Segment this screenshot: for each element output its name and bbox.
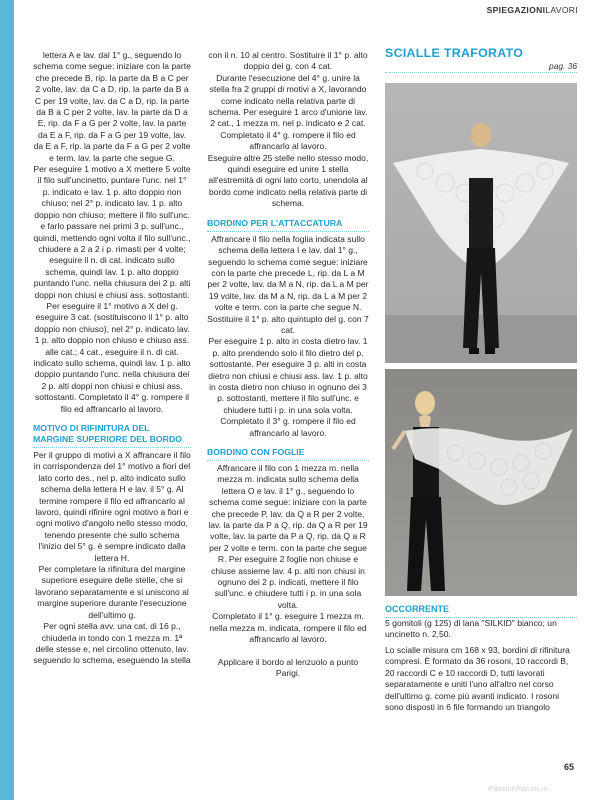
section-heading-attaccatura: BORDINO PER L'ATTACCATURA: [207, 218, 369, 232]
paragraph: Lo scialle misura cm 168 x 93, bordini di rifinitura compresi. È formato da 36 rosoni, 10 raccordi B, 20 raccordi C e 10 raccordi D, tutti lavorati separatamente e uniti l'uno all'altro nel corso dell'ultimo g. come più avanti indicato. I rosoni sono disposti in 6 file formando un triangolo: [385, 645, 570, 713]
paragraph: Eseguire altre 25 stelle nello stesso modo, quindi eseguire ed unire 1 stella all'estremità di ogni lato corto, unendola al bordo come indicato nella relativa parte di schema.: [207, 152, 369, 209]
header-suffix: LAVORI: [545, 5, 578, 15]
paragraph: Per eseguire 1 motivo a X mettere 5 volte il filo sull'uncinetto, puntare l'unc. nel 1° p. indicato e lav. 1 p. alto doppio non chiuso; nel 2° p. indicato lav. 1 p. alto doppio non chiuso; mettere il filo sull'unc. e farlo passare nei primi 3 p. sull'unc., quindi, mettendo ogni volta il filo sull'unc., chiudere a 2 a 2 i p. rimasti per 4 volte; eseguire il n. di cat. indicato sullo schema, quindi lav. 1 p. alto doppio puntando l'unc. nella chiusura dei 2 p. alti doppi non chiusi e chiusi ass. sottostanti. Per eseguire il 1° motivo a X del g. eseguire 3 cat. (sostituiscono il 1° p. alto doppio non chiuso), nel 2° p. indicato lav. 1 p. alto doppio non chiuso e chiuso ass. alle cat.; 4 cat., eseguire il n. di cat. indicato sullo schema, quindi lav. 1 p. alto doppio puntando l'unc. nella chiusura dei 2 p. alti doppi non chiusi e chiusi ass. sottostanti. Completato il 4° g. rompere il filo ed affrancarlo al lavoro.: [33, 164, 191, 414]
paragraph: Per il gruppo di motivi a X affrancare il filo in corrispondenza del 1° motivo a fiori del lato corto des., nel p. alto indicato sullo schema della lettera H e lav. il 5° g. Al termine rompere il filo ed affrancarlo al lavoro, quindi rifinire ogni motivo a fiori e ogni motivo d'angolo nello stesso modo, tenendo presente che sullo schema l'inizio del 5° g. è sempre indicato dalla lettera H.: [33, 450, 191, 563]
photo-model-front-view: [385, 369, 577, 596]
article-title-block: [385, 46, 577, 73]
model-illustration: [385, 83, 577, 363]
header-prefix: SPIEGAZIONI: [486, 5, 546, 15]
paragraph: Completato il 1° g. eseguire 1 mezza m. nella mezza m. indicata, rompere il filo ed affrancarlo al lavoro.: [209, 611, 367, 645]
page-number: 65: [564, 762, 575, 772]
article-title: SCIALLE TRAFORATO: [385, 46, 524, 60]
paragraph: Affrancare il filo nella foglia indicata sullo schema della lettera I e lav. dal 1° g., seguendo lo schema come segue: iniziare con la parte che precede L, rip. da L a M per 2 volte, lav. da M a N, rip. da L a M per 19 volte, lav. da M a N, rip. da L a M per 2 volte e term. con la parte che segue N. Sostituire il 1° p. alto quintuplo del g. con 7 cat.: [207, 233, 369, 335]
running-header: [487, 5, 578, 15]
model-illustration: [385, 369, 577, 596]
paragraph: Per completare la rifinitura del margine superiore eseguire delle stelle, che si lavorano separatamente e si uniscono al margine superiore durante l'esecuzione dell'ultimo g.: [35, 564, 189, 620]
title-divider: [385, 72, 577, 73]
page-reference: pag. 36: [549, 61, 577, 71]
section-heading-foglie: BORDINO CON FOGLIE: [207, 447, 369, 461]
section-heading-rifinitura: [33, 423, 191, 448]
paragraph: Per eseguire 1 p. alto in costa dietro lav. 1 p. alto prendendo solo il filo dietro del p. sottostante. Per eseguire 3 p. alti in costa dietro non chiusi e chiusi ass. lav. 1 p. alto in costa dietro non chiuso in ognuno dei 3 p. sottostanti, mettere il filo sull'unc. e chiudere tutti i p. in una sola volta. Completato il 3° g. rompere il filo ed affrancarlo al lavoro.: [208, 336, 368, 438]
materials-text: 5 gomitoli (g 125) di lana "SILKID" bianco; un uncinetto n. 2,50.: [385, 618, 557, 640]
occorrente-block: [385, 604, 577, 618]
heading-line: MOTIVO DI RIFINITURA DEL: [33, 423, 150, 433]
paragraph: Applicare il bordo al lenzuolo a punto Parigi.: [217, 656, 359, 678]
paragraph: lettera A e lav. dal 1° g., seguendo lo schema come segue: iniziare con la parte che precede B, rip. la parte da B a C per 2 volte, lav. da C a D, rip. la parte da B a C per 19 volte, lav. da C a D, rip. la parte da B a C per 2 volte, lav. la parte da D a E, rip. da F a G per 2 volte, lav. la parte da E a F, rip. da F a G per 19 volte, lav. da E a F, rip. la parte da F a G per 2 volte e term. lav. la parte che segue G.: [33, 50, 191, 163]
heading-line: MARGINE SUPERIORE DEL BORDO: [33, 434, 182, 444]
column-1: [33, 50, 191, 667]
paragraph: Affrancare il filo con 1 mezza m. nella mezza m. indicata sullo schema della lettera O e lav. il 1° g., seguendo lo schema come segue: iniziare con la parte che precede P, lav. da Q a R per 2 volte, lav. la parte da P a Q, rip. da Q a R per 19 volte, lav. la parte da P a Q, rip. da Q a R per 2 volte e term. con la parte che segue R. Per eseguire 2 foglie non chiuse e chiuse assieme lav. 4 p. alti non chiusi in ognuno dei 2 p. indicati, mettere il filo sull'unc. e chiudere tutti i p. in una sola volta.: [208, 463, 368, 610]
column-2: [207, 50, 369, 679]
sidebar-color-bar: [0, 0, 14, 800]
paragraph: con il n. 10 al centro. Sostituire il 1° p. alto doppio del g. con 4 cat.: [208, 50, 368, 72]
watermark: PassionForum.ru: [488, 784, 549, 793]
photo-model-back-view: [385, 83, 577, 363]
paragraph: Durante l'esecuzione del 4° g. unire la stella fra 2 gruppi di motivi a X, lavorando come indicato nella relativa parte di schema. Per eseguire 1 arco d'unione lav. 2 cat., 1 mezza m. nel p. indicato e 2 cat. Completato il 4° g. rompere il filo ed affrancarlo al lavoro.: [208, 72, 368, 152]
paragraph: Per ogni stella avv. una cat. di 16 p., chiuderla in tondo con 1 mezza m. 1ª delle stesse e, nel circolino ottenuto, lav. seguendo lo schema, eseguendo la stella: [33, 621, 191, 666]
column-3-description: [385, 645, 577, 713]
section-heading-occorrente: OCCORRENTE: [385, 604, 577, 618]
